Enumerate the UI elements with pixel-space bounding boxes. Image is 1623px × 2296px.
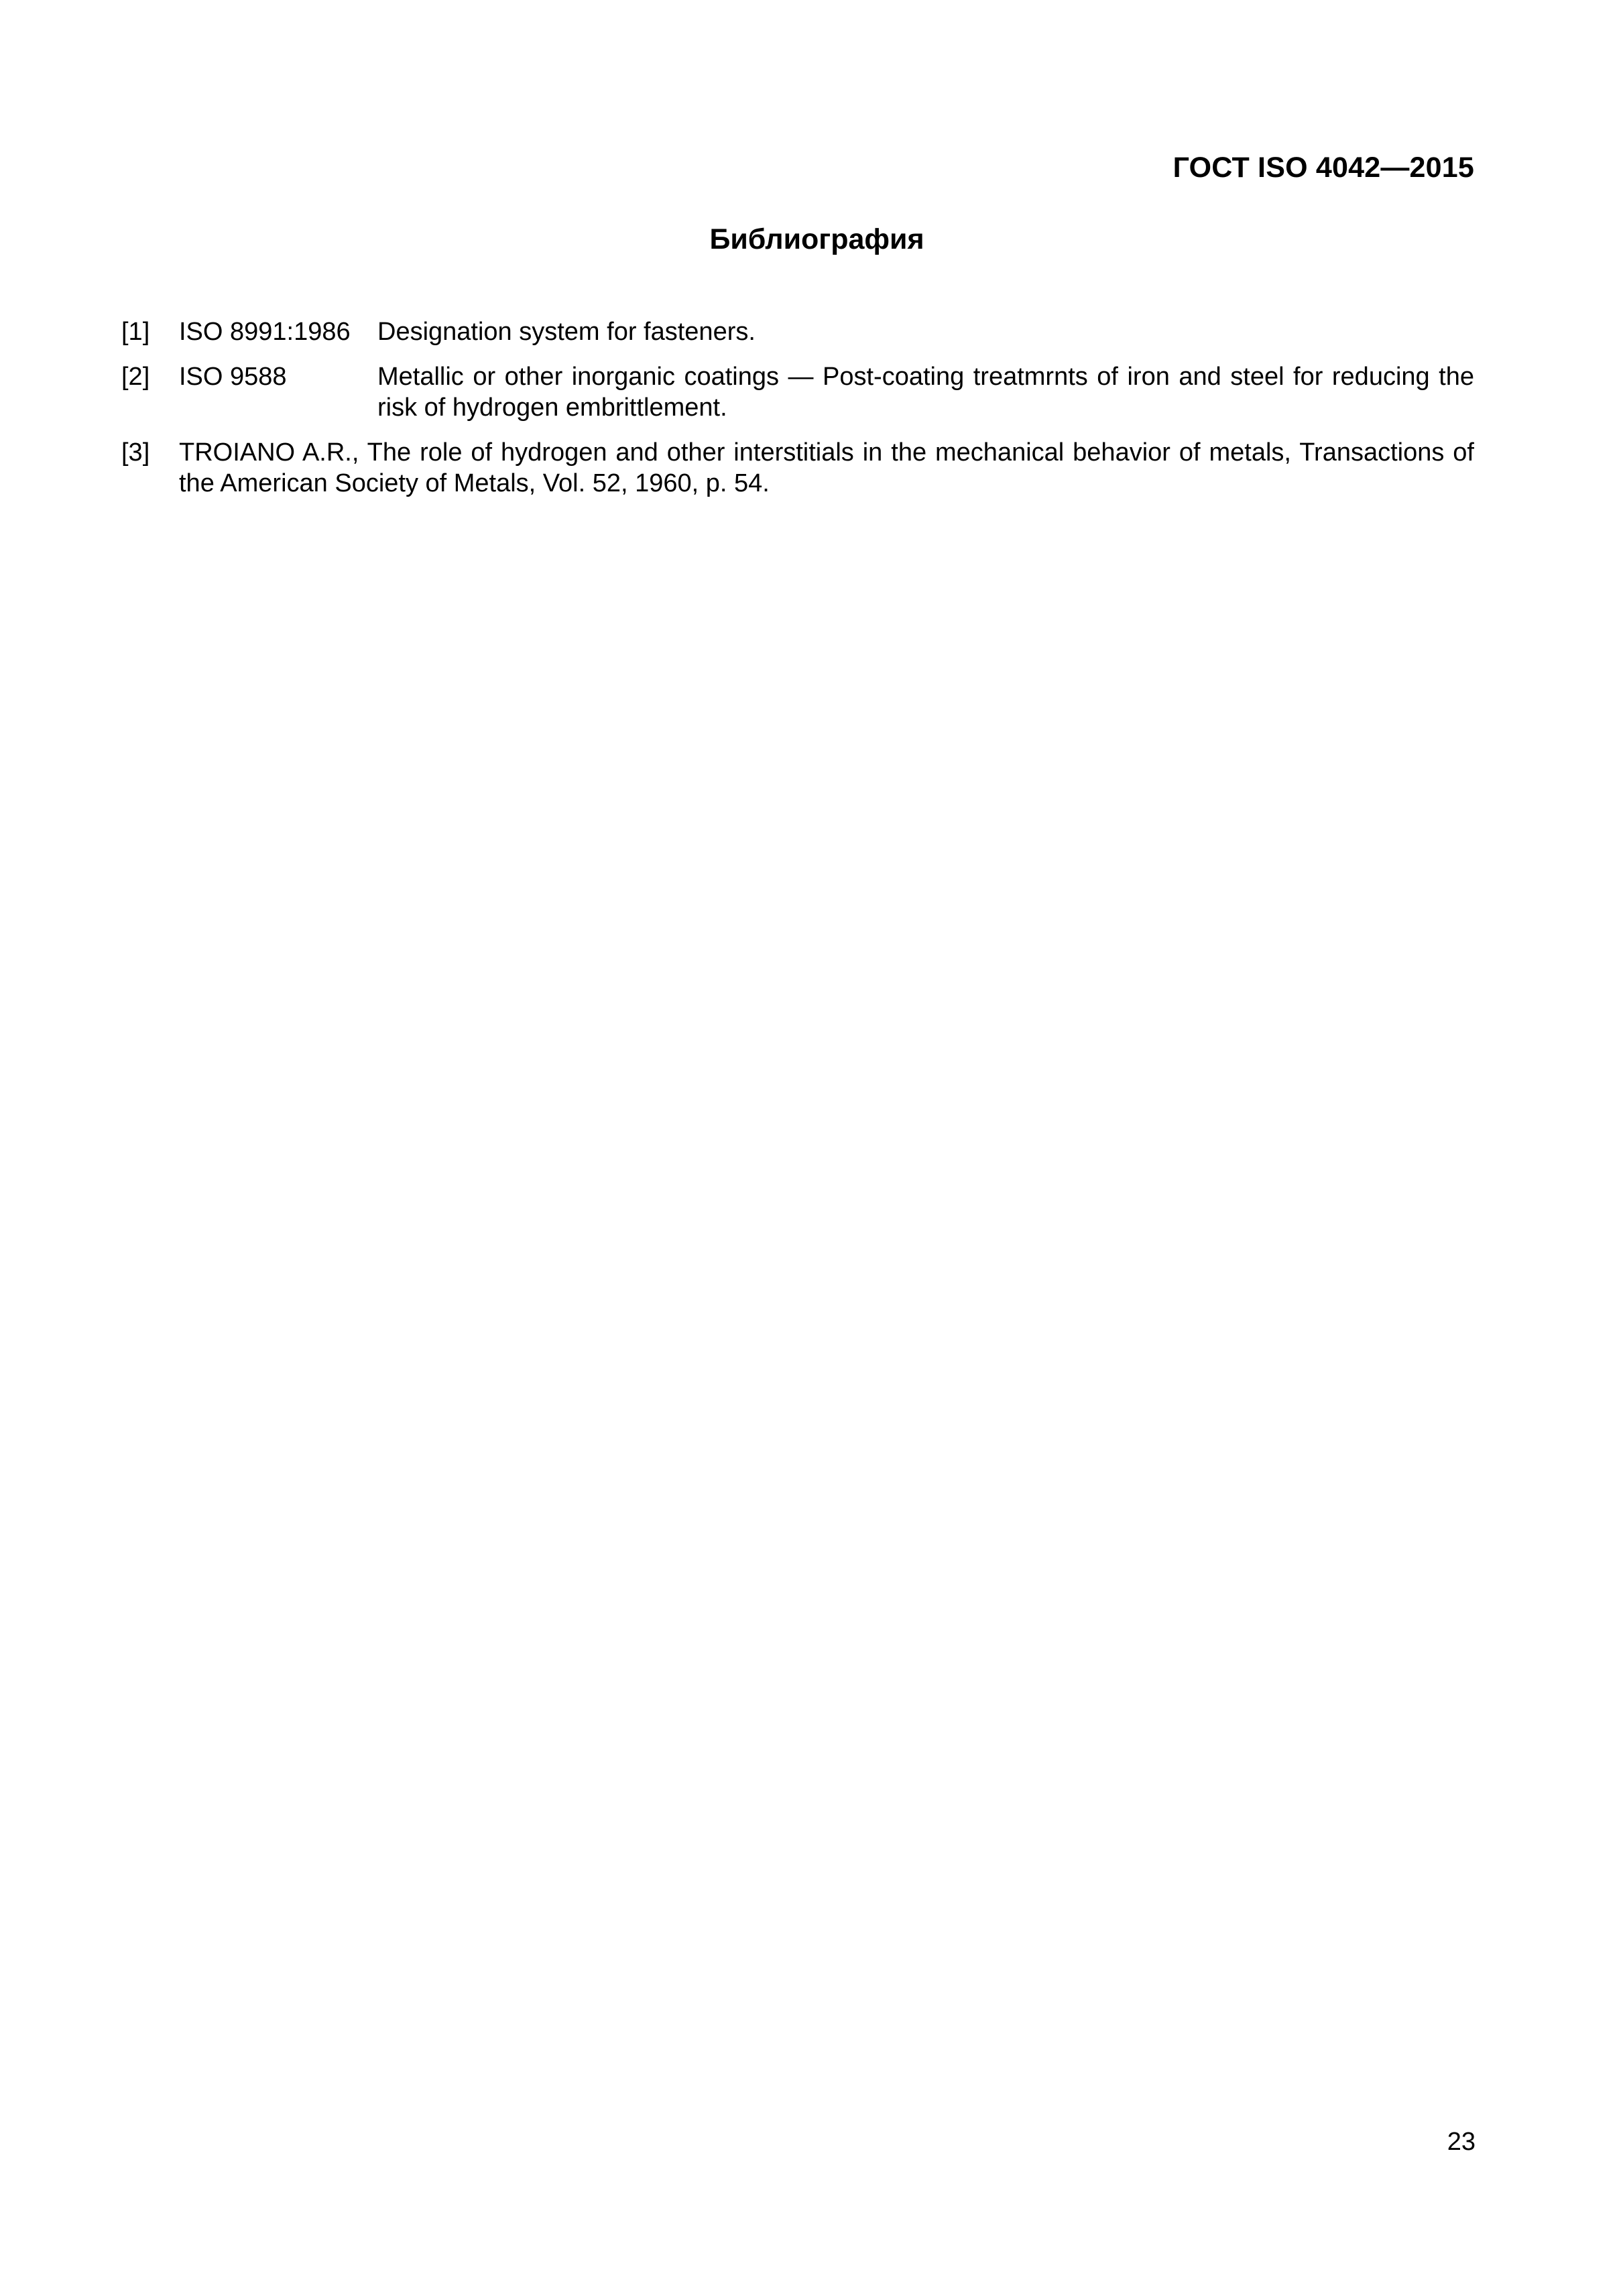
entry-description: TROIANO A.R., The role of hydrogen and other interstitials in the mechanical behavior of metals, Transactions of the American Society of Metals, Vol. 52, 1960, p. 54.	[179, 438, 1474, 497]
entry-number: [2]	[121, 363, 150, 391]
entry-standard-code: ISO 9588	[179, 363, 287, 391]
bibliography-entry-3	[121, 437, 1474, 499]
entry-number: [1]	[121, 318, 150, 346]
entry-description: Designation system for fasteners.	[377, 318, 756, 346]
page-number: 23	[1447, 2128, 1476, 2156]
bibliography-entry-2	[121, 361, 1474, 423]
entry-description: Metallic or other inorganic coatings — Post-coating treatmrnts of iron and steel for reducing the risk of hydrogen embrittlement.	[377, 363, 1474, 422]
bibliography-entry-1	[121, 316, 1474, 347]
entry-standard-code: ISO 8991:1986	[179, 318, 351, 346]
entry-number: [3]	[121, 438, 150, 467]
bibliography-list	[121, 316, 1474, 513]
document-code-header: ГОСТ ISO 4042—2015	[1173, 152, 1474, 184]
bibliography-title: Библиография	[709, 223, 924, 255]
